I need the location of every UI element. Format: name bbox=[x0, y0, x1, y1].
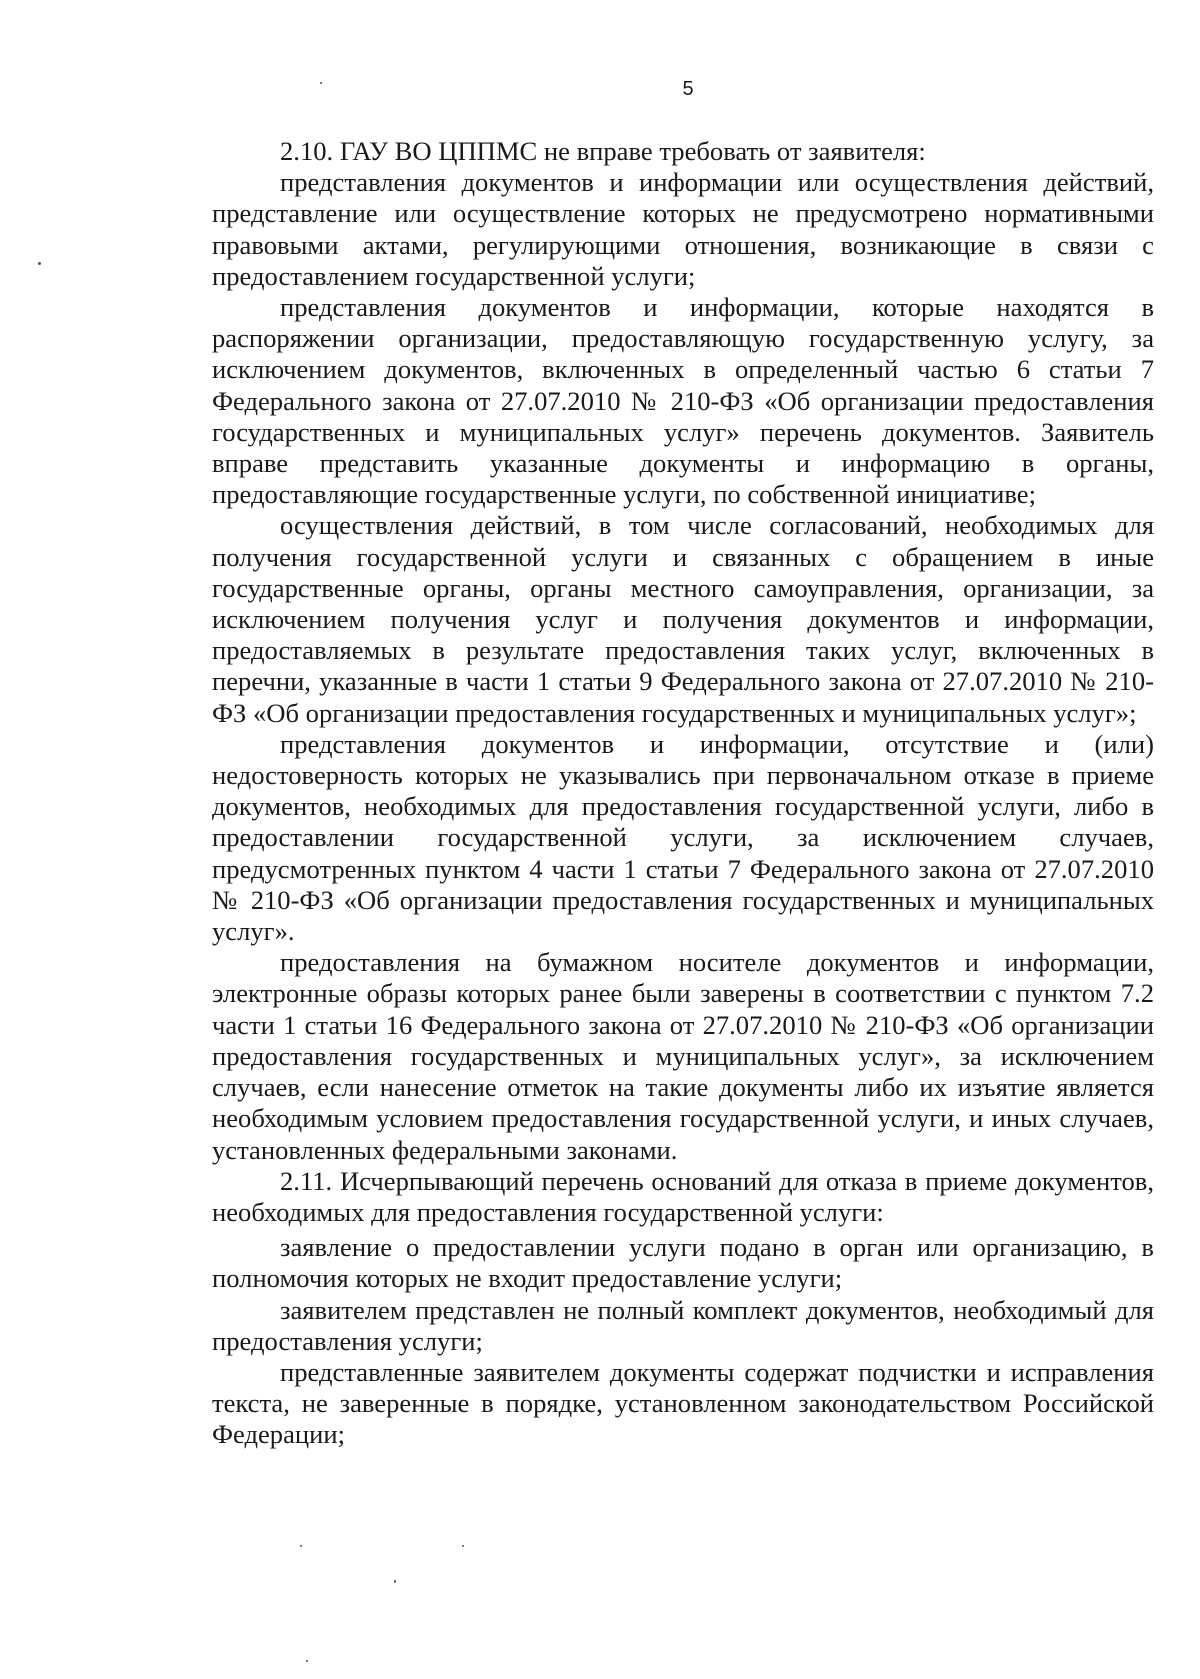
paragraph-item: представленные заявителем документы содержат подчистки и исправления текста, не заверенные в порядке, установленном законодательством Российской Федерации; bbox=[212, 1356, 1154, 1450]
scan-speck bbox=[38, 262, 41, 265]
scan-speck bbox=[462, 1545, 464, 1547]
paragraph-item: представления документов и информации или осуществления действий, представление или осуществление которых не предусмотрено нормативными правовыми актами, регулирующими отношения, возникающие в связи с предоставлением государственной услуги; bbox=[212, 167, 1154, 291]
paragraph-item: предоставления на бумажном носителе документов и информации, электронные образы которых ранее были заверены в соответствии с пунктом 7.2 части 1 статьи 16 Федерального закона от 27.07.2010 № 210-ФЗ «Об организации предоставления государственных и муниципальных услуг», за исключением случаев, если нанесение отметок на такие документы либо их изъятие является необходимым условием предоставления государственной услуги, и иных случаев, установленных федеральными законами. bbox=[212, 947, 1154, 1165]
scan-speck bbox=[300, 1545, 302, 1547]
paragraph-item: заявителем представлен не полный комплект документов, необходимый для предоставления услуги; bbox=[212, 1294, 1154, 1356]
paragraph-item: заявление о предоставлении услуги подано в орган или организацию, в полномочия которых не входит предоставление услуги; bbox=[212, 1232, 1154, 1294]
paragraph-item: осуществления действий, в том числе согласований, необходимых для получения государственной услуги и связанных с обращением в иные государственные органы, органы местного самоуправления, организации, за исключением получения услуг и получения документов и информации, предоставляемых в результате предоставления таких услуг, включенных в перечни, указанные в части 1 статьи 9 Федерального закона от 27.07.2010 № 210-ФЗ «Об организации предоставления государственных и муниципальных услуг»; bbox=[212, 510, 1154, 728]
scan-speck bbox=[320, 82, 322, 84]
page-number: 5 bbox=[682, 78, 694, 100]
paragraph-2-10-heading: 2.10. ГАУ ВО ЦППМС не вправе требовать от заявителя: bbox=[280, 136, 926, 166]
paragraph-2-11-heading: 2.11. Исчерпывающий перечень оснований для отказа в приеме документов, необходимых для предоставления государственной услуги: bbox=[212, 1165, 1154, 1227]
scan-speck bbox=[306, 1660, 308, 1662]
scan-speck bbox=[394, 1580, 396, 1583]
document-body bbox=[212, 136, 1154, 1451]
paragraph-item: представления документов и информации, отсутствие и (или) недостоверность которых не указывались при первоначальном отказе в приеме документов, необходимых для предоставления государственной услуги, либо в предоставлении государственной услуги, за исключением случаев, предусмотренных пунктом 4 части 1 статьи 7 Федерального закона от 27.07.2010 № 210-ФЗ «Об организации предоставления государственных и муниципальных услуг». bbox=[212, 728, 1154, 947]
paragraph-item: представления документов и информации, которые находятся в распоряжении организации, предоставляющую государственную услугу, за исключением документов, включенных в определенный частью 6 статьи 7 Федерального закона от 27.07.2010 № 210-ФЗ «Об организации предоставления государственных и муниципальных услуг» перечень документов. Заявитель вправе представить указанные документы и информацию в органы, предоставляющие государственные услуги, по собственной инициативе; bbox=[212, 292, 1154, 510]
